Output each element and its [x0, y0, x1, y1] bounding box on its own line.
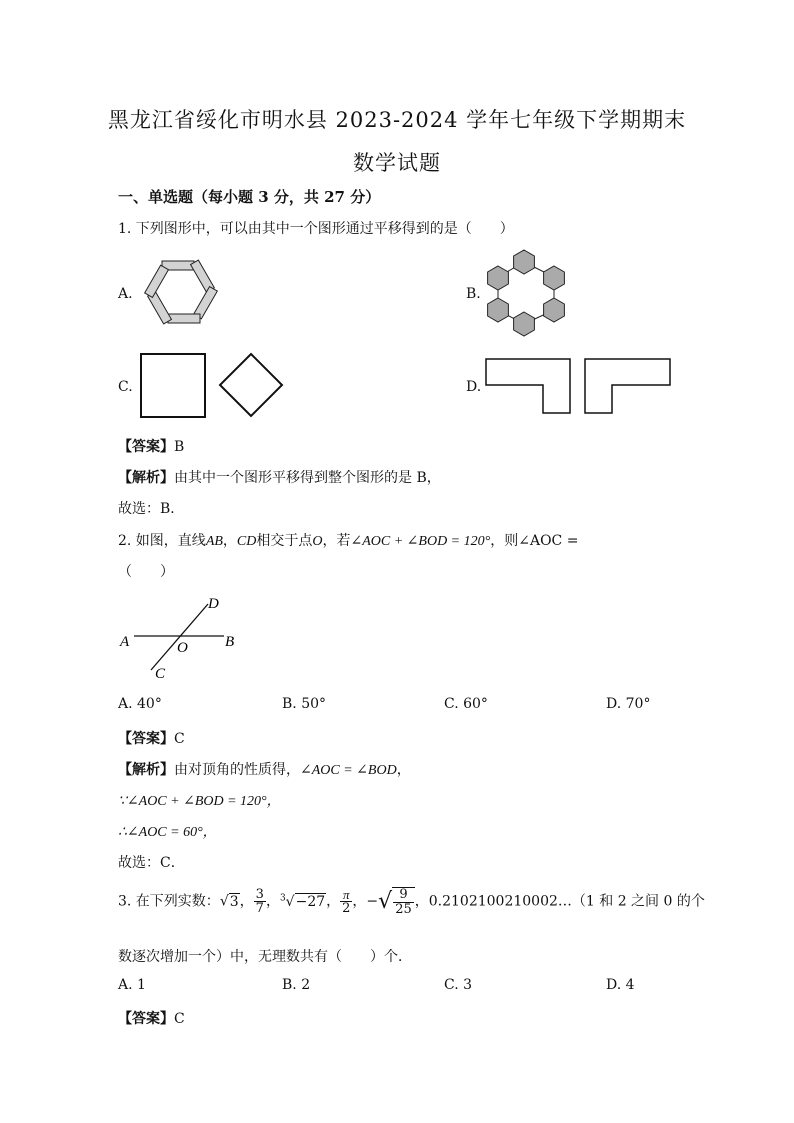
q1-conclusion: 故选：B．	[118, 501, 185, 517]
q1-option-b-figure	[484, 248, 568, 338]
q1-option-c-figure	[138, 353, 288, 419]
q3-fraction-pi-2: $\frac{\pi}{2}$	[342, 886, 351, 917]
q2-conclusion: 故选：C．	[118, 855, 185, 871]
q2-intersecting-lines-figure	[118, 592, 248, 682]
q2-label-b: B	[225, 634, 235, 650]
q3-option-a: A. 1	[118, 977, 146, 993]
page-title: 黑龙江省绥化市明水县 2023-2024 学年七年级下学期期末	[107, 108, 687, 132]
q2-option-b: B. 50°	[282, 696, 327, 712]
q2-stem: 2. 如图，直线AB，CD相交于点O，若∠AOC + ∠BOD = 120°，则∠AOC =	[118, 533, 579, 549]
q2-label-a: A	[120, 634, 130, 650]
q3-option-c: C. 3	[444, 977, 473, 993]
q3-option-b: B. 2	[282, 977, 311, 993]
q1-option-a-figure	[138, 253, 224, 331]
q3-stem-line2: 数逐次增加一个）中，无理数共有（ ）个．	[118, 949, 412, 965]
q3-fraction-3-7: $\frac{3}{7}$	[255, 886, 264, 917]
q2-label-c: C	[155, 666, 166, 682]
q2-option-c: C. 60°	[444, 696, 488, 712]
q3-sqrt-fraction: √	[378, 889, 393, 915]
q2-label-d: D	[208, 596, 219, 612]
q2-analysis: 【解析】由对顶角的性质得，∠AOC = ∠BOD，	[118, 762, 411, 778]
q3-option-d: D. 4	[606, 977, 635, 993]
q1-option-d-label: D.	[466, 379, 482, 395]
q1-option-b-label: B.	[466, 286, 481, 302]
q3-stem: 3. 在下列实数：√3， $\frac{3}{7}$ ，$^3$√−27， $\frac{\pi}{2}$ ，−√ $\frac{9}{25}$ ，0.2102100210002…（1 和 2 之间 0 的个	[118, 886, 705, 917]
q3-fraction-9-25: $\frac{9}{25}$	[392, 887, 415, 916]
q3-cube-root: $^3$√−27	[279, 892, 326, 910]
q2-option-d: D. 70°	[606, 696, 651, 712]
page-subtitle: 数学试题	[353, 151, 441, 175]
q1-stem: 1. 下列图形中，可以由其中一个图形通过平移得到的是（ ）	[118, 221, 514, 237]
q2-label-o: O	[177, 640, 188, 656]
q2-because: ∵∠AOC + ∠BOD = 120°，	[118, 794, 281, 809]
q1-option-d-figure	[484, 356, 674, 416]
q2-answer: 【答案】C	[118, 731, 185, 747]
q2-therefore: ∴∠AOC = 60°，	[118, 825, 217, 840]
q1-answer: 【答案】B	[118, 439, 185, 455]
q3-sqrt3: √3	[219, 893, 239, 910]
q3-answer: 【答案】C	[118, 1011, 185, 1027]
q1-option-c-label: C.	[118, 379, 133, 395]
q1-option-a-label: A.	[118, 286, 133, 302]
q2-paren: （ ）	[118, 564, 174, 580]
q1-analysis: 【解析】由其中一个图形平移得到整个图形的是 B，	[118, 470, 441, 486]
q2-option-a: A. 40°	[118, 696, 162, 712]
section-heading: 一、单选题（每小题 3 分，共 27 分）	[118, 188, 381, 206]
